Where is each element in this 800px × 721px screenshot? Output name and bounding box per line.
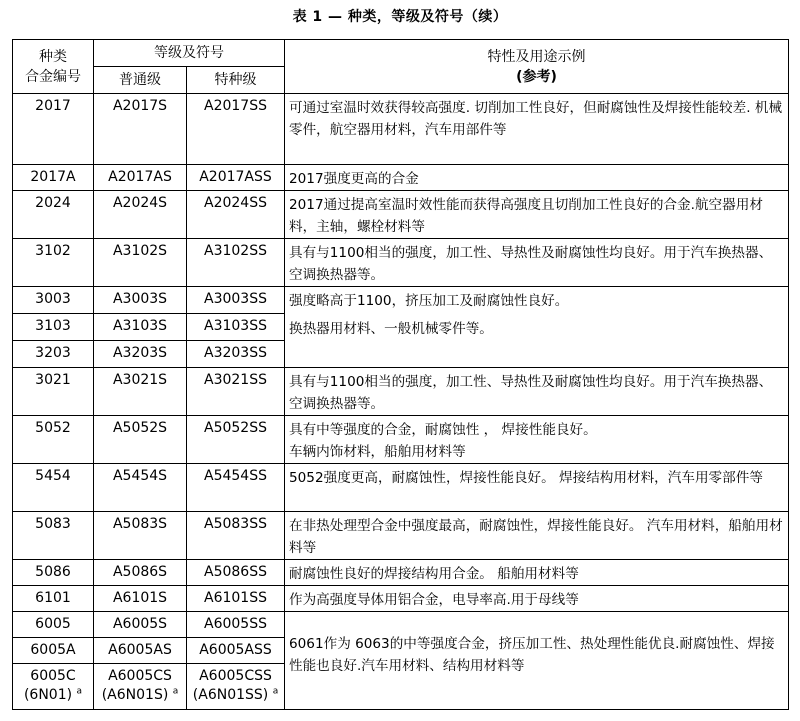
header-grade-group: 等级及符号 — [94, 40, 285, 67]
normal-grade-cell — [94, 664, 187, 710]
table-caption: 表 1 — 种类，等级及符号（续） — [292, 9, 508, 25]
alloy-cell: 3021 — [13, 368, 94, 416]
normal-grade-cell: A3003S — [94, 287, 187, 314]
alloy-cell: 3003 — [13, 287, 94, 314]
description-cell: 可通过室温时效获得较高强度. 切削加工性良好，但耐腐蚀性及焊接性能较差. 机械零件，航空器用材料，汽车用部件等 — [285, 94, 789, 165]
special-grade-cell: A6005SS — [187, 612, 285, 638]
alloy-cell: 2017A — [13, 165, 94, 191]
alloy-cell: 6005 — [13, 612, 94, 638]
header-grade-normal: 普通级 — [94, 67, 187, 94]
table-row — [13, 191, 789, 239]
normal-grade-cell: A3203S — [94, 341, 187, 368]
alloy-cell: 6101 — [13, 586, 94, 612]
description-cell: 2017强度更高的合金 — [285, 165, 789, 191]
table-row — [13, 239, 789, 287]
header-grade-special: 特种级 — [187, 67, 285, 94]
description-cell: 具有与1100相当的强度，加工性、导热性及耐腐蚀性均良好。用于汽车换热器、空调换热器等。 — [285, 368, 789, 416]
alloy-cell: 5052 — [13, 416, 94, 464]
special-grade-cell: A5086SS — [187, 560, 285, 586]
alloy-cell: 2017 — [13, 94, 94, 165]
special-grade-cell: A2017ASS — [187, 165, 285, 191]
description-cell: 5052强度更高，耐腐蚀性，焊接性能良好。 焊接结构用材料，汽车用零部件等 — [285, 464, 789, 512]
table-row — [13, 416, 789, 464]
header-usage — [285, 40, 789, 94]
normal-grade-cell: A2017S — [94, 94, 187, 165]
header-usage-line2: (参考) — [516, 68, 557, 85]
table-row — [13, 165, 789, 191]
table-row — [13, 287, 789, 314]
special-grade-cell: A3103SS — [187, 314, 285, 341]
table-row — [13, 94, 789, 165]
special-grade-cell: A2024SS — [187, 191, 285, 239]
alloy-cell: 5086 — [13, 560, 94, 586]
alloy-cell: 6005A — [13, 638, 94, 664]
description-cell: 具有与1100相当的强度，加工性、导热性及耐腐蚀性均良好。用于汽车换热器、空调换热器等。 — [285, 239, 789, 287]
normal-grade-code: A6005CS — [108, 668, 172, 684]
special-grade-cell: A5083SS — [187, 512, 285, 560]
header-kind — [13, 40, 94, 94]
normal-grade-cell: A5086S — [94, 560, 187, 586]
normal-grade-old-code: (A6N01S) $^a$ — [101, 686, 179, 703]
normal-grade-cell: A2017AS — [94, 165, 187, 191]
header-kind-line1: 种类 — [39, 48, 67, 65]
description-cell: 在非热处理型合金中强度最高，耐腐蚀性，焊接性能良好。 汽车用材料，船舶用材料等 — [285, 512, 789, 560]
special-grade-cell: A2017SS — [187, 94, 285, 165]
header-kind-line2: 合金编号 — [25, 68, 81, 85]
table-row — [13, 612, 789, 638]
special-grade-cell: A5454SS — [187, 464, 285, 512]
footnote-marker: a — [76, 686, 83, 697]
special-grade-cell — [187, 664, 285, 710]
special-grade-old-code: (A6N01SS) $^a$ — [192, 686, 279, 703]
description-cell: 具有中等强度的合金，耐腐蚀性 ， 焊接性能良好。 车辆内饰材料，船舶用材料等 — [285, 416, 789, 464]
special-grade-cell: A6005ASS — [187, 638, 285, 664]
special-grade-cell: A3102SS — [187, 239, 285, 287]
alloy-cell: 5454 — [13, 464, 94, 512]
normal-grade-cell: A5052S — [94, 416, 187, 464]
alloy-cell: 3102 — [13, 239, 94, 287]
normal-grade-cell: A5083S — [94, 512, 187, 560]
alloy-cell: 3103 — [13, 314, 94, 341]
description-cell: 2017通过提高室温时效性能而获得高强度且切削加工性良好的合金.航空器用材料，主轴，螺栓材料等 — [285, 191, 789, 239]
footnote-marker: a — [272, 686, 279, 697]
special-grade-cell: A6101SS — [187, 586, 285, 612]
table-row — [13, 368, 789, 416]
special-grade-cell: A3021SS — [187, 368, 285, 416]
table-row — [13, 560, 789, 586]
table-row — [13, 512, 789, 560]
alloy-cell: 2024 — [13, 191, 94, 239]
alloy-cell: 5083 — [13, 512, 94, 560]
normal-grade-cell: A5454S — [94, 464, 187, 512]
description-cell: 6061作为 6063的中等强度合金，挤压加工性、热处理性能优良.耐腐蚀性、焊接性能也良好.汽车用材料、结构用材料等 — [285, 612, 789, 710]
alloy-code: 6005C — [30, 668, 76, 684]
description-cell: 耐腐蚀性良好的焊接结构用合金。 船舶用材料等 — [285, 560, 789, 586]
table-row — [13, 586, 789, 612]
alloy-cell: 3203 — [13, 341, 94, 368]
table-row — [13, 464, 789, 512]
description-cell: 作为高强度导体用铝合金，电导率高.用于母线等 — [285, 586, 789, 612]
description-cell: 强度略高于1100，挤压加工及耐腐蚀性良好。 换热器用材料、一般机械零件等。 — [285, 287, 789, 368]
normal-grade-cell: A3103S — [94, 314, 187, 341]
alloy-old-code: (6N01) $^a$ — [23, 686, 83, 703]
header-usage-line1: 特性及用途示例 — [487, 48, 586, 65]
alloy-table — [12, 39, 789, 710]
normal-grade-cell: A3021S — [94, 368, 187, 416]
special-grade-cell: A3203SS — [187, 341, 285, 368]
normal-grade-cell: A6101S — [94, 586, 187, 612]
normal-grade-cell: A3102S — [94, 239, 187, 287]
footnote-marker: a — [172, 686, 179, 697]
normal-grade-cell: A2024S — [94, 191, 187, 239]
alloy-cell — [13, 664, 94, 710]
special-grade-cell: A3003SS — [187, 287, 285, 314]
normal-grade-cell: A6005S — [94, 612, 187, 638]
normal-grade-cell: A6005AS — [94, 638, 187, 664]
special-grade-cell: A5052SS — [187, 416, 285, 464]
special-grade-code: A6005CSS — [199, 668, 272, 684]
